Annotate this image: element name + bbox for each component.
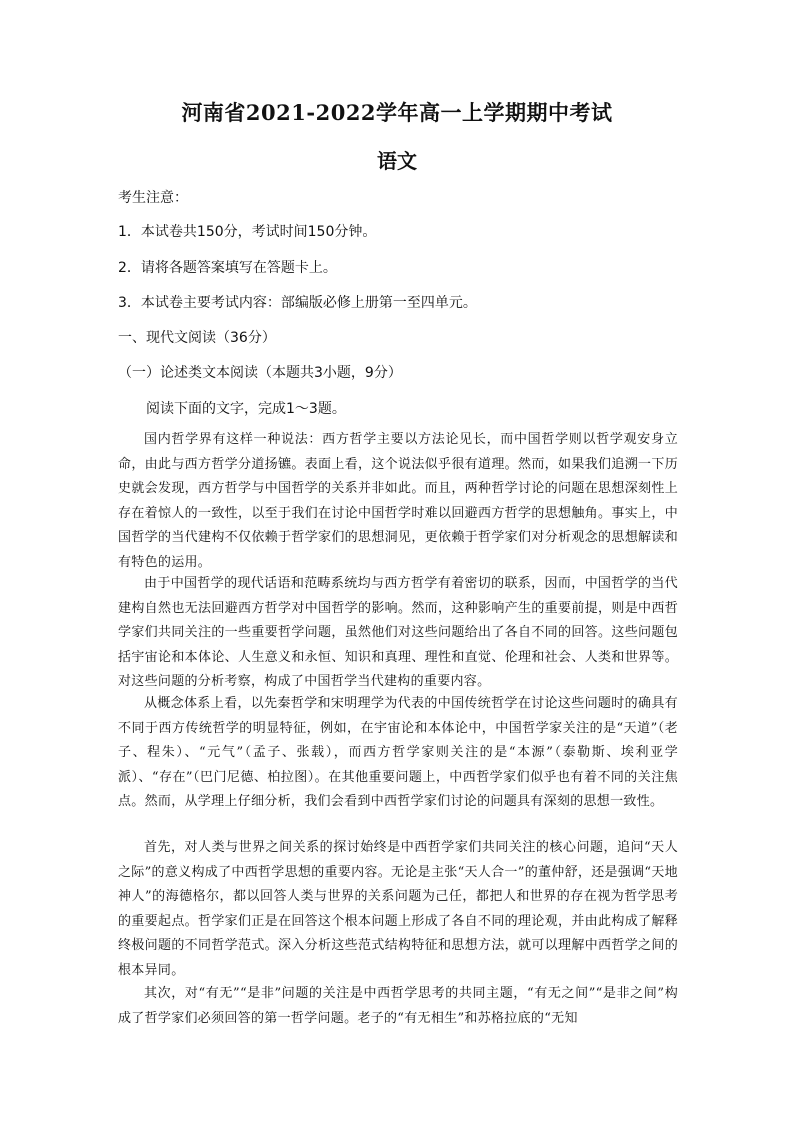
section-subheading: （一）论述类文本阅读（本题共3小题，9分） bbox=[118, 365, 402, 381]
notice-item: 2．请将各题答案填写在答题卡上。 bbox=[118, 260, 337, 276]
reading-instruction: 阅读下面的文字，完成1～3题。 bbox=[146, 401, 346, 417]
passage-paragraph: 首先，对人类与世界之间关系的探讨始终是中西哲学家们共同关注的核心问题，追问“天人之际”的意义构成了中西哲学思想的重要内容。无论是主张“天人合一”的董仲舒，还是强调“天地神人”的海德格尔，都以回答人类与世界的关系问题为己任，都把人和世界的存在视为哲学思考的重要起点。哲学家们正是在回答这个根本问题上形成了各自不同的理论观，并由此构成了解释终极问题的不同哲学范式。深入分析这些范式结构特征和思想方法，就可以理解中西哲学之间的根本异同。 bbox=[118, 840, 678, 978]
passage-paragraph: 国内哲学界有这样一种说法：西方哲学主要以方法论见长，而中国哲学则以哲学观安身立命，由此与西方哲学分道扬镳。表面上看，这个说法似乎很有道理。然而，如果我们追溯一下历史就会发现，西方哲学与中国哲学的关系并非如此。而且，两种哲学讨论的问题在思想深刻性上存在着惊人的一致性，以至于我们在讨论中国哲学时难以回避西方哲学的思想触角。事实上，中国哲学的当代建构不仅依赖于哲学家们的思想洞见，更依赖于哲学家们对分析观念的思想解读和有特色的运用。 bbox=[118, 432, 678, 570]
notice-heading: 考生注意： bbox=[118, 190, 188, 206]
notice-item: 1．本试卷共150分，考试时间150分钟。 bbox=[118, 224, 377, 240]
passage-paragraph: 其次，对“有无”“是非”问题的关注是中西哲学思考的共同主题，“有无之间”“是非之间”构成了哲学家们必须回答的第一哲学问题。老子的“有无相生”和苏格拉底的“无知 bbox=[118, 986, 678, 1026]
passage-paragraph: 从概念体系上看，以先秦哲学和宋明理学为代表的中国传统哲学在讨论这些问题时的确具有不同于西方传统哲学的明显特征，例如，在宇宙论和本体论中，中国哲学家关注的是“天道”（老子、程朱）、“元气”（孟子、张载），而西方哲学家则关注的是“本源”（泰勒斯、埃利亚学派）、“存在”（巴门尼德、柏拉图）。在其他重要问题上，中西哲学家们似乎也有着不同的关注焦点。然而，从学理上仔细分析，我们会看到中西哲学家们讨论的问题具有深刻的思想一致性。 bbox=[118, 696, 678, 809]
section-heading: 一、现代文阅读（36分） bbox=[118, 330, 276, 346]
notice-item: 3．本试卷主要考试内容：部编版必修上册第一至四单元。 bbox=[118, 295, 477, 311]
exam-title: 河南省2021-2022学年高一上学期期中考试 bbox=[181, 100, 613, 125]
passage-paragraph: 由于中国哲学的现代话语和范畴系统均与西方哲学有着密切的联系，因而，中国哲学的当代建构自然也无法回避西方哲学对中国哲学的影响。然而，这种影响产生的重要前提，则是中西哲学家们共同关注的一些重要哲学问题，虽然他们对这些问题给出了各自不同的回答。这些问题包括宇宙论和本体论、人生意义和永恒、知识和真理、理性和直觉、伦理和社会、人类和世界等。对这些问题的分析考察，构成了中国哲学当代建构的重要内容。 bbox=[118, 576, 678, 689]
subject-title: 语文 bbox=[377, 149, 417, 173]
